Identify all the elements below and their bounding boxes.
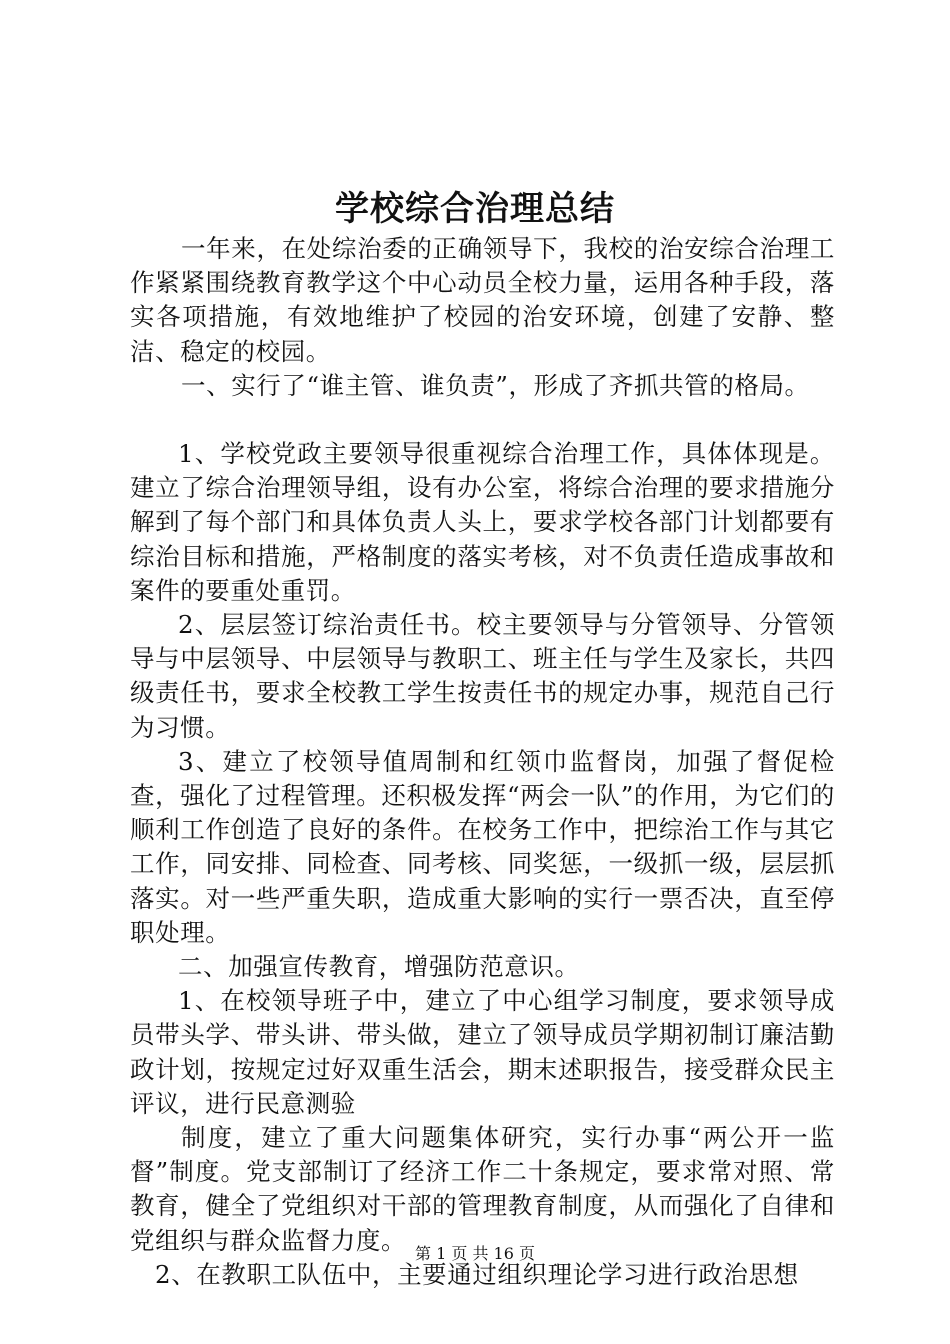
paragraph-item-1-3: 3、建立了校领导值周制和红领巾监督岗，加强了督促检查，强化了过程管理。还积极发挥“两会一队”的作用，为它们的顺利工作创造了良好的条件。在校务工作中，把综治工作与其它工作，同安排、同检查、同考核、同奖惩，一级抓一级，层层抓落实。对一些严重失职，造成重大影响的实行一票否决，直至停职处理。 [130, 746, 835, 947]
paragraph-item-2-2: 2、在教职工队伍中，主要通过组织理论学习进行政治思想 [155, 1259, 799, 1289]
page-number-footer: 第 1 页 共 16 页 [415, 1244, 535, 1263]
document-body [130, 232, 835, 1292]
section-heading-2: 二、加强宣传教育，增强防范意识。 [178, 952, 580, 982]
paragraph-item-2-1-continued: 制度，建立了重大问题集体研究，实行办事“两公开一监督”制度。党支部制订了经济工作二十条规定，要求常对照、常教育，健全了党组织对干部的管理教育制度，从而强化了自律和党组织与群众监督力度。 [130, 1123, 835, 1255]
document-title: 学校综合治理总结 [335, 189, 615, 229]
paragraph-gap [130, 403, 835, 437]
paragraph-intro: 一年来，在处综治委的正确领导下，我校的治安综合治理工作紧紧围绕教育教学这个中心动员全校力量，运用各种手段，落实各项措施，有效地维护了校园的治安环境，创建了安静、整洁、稳定的校园。 [130, 234, 835, 366]
section-heading-1: 一、实行了“谁主管、谁负责”，形成了齐抓共管的格局。 [181, 370, 810, 400]
paragraph-item-1-2: 2、层层签订综治责任书。校主要领导与分管领导、分管领导与中层领导、中层领导与教职工、班主任与学生及家长，共四级责任书，要求全校教工学生按责任书的规定办事，规范自己行为习惯。 [130, 610, 835, 742]
paragraph-item-2-1: 1、在校领导班子中，建立了中心组学习制度，要求领导成员带头学、带头讲、带头做，建立了领导成员学期初制订廉洁勤政计划，按规定过好双重生活会，期末述职报告，接受群众民主评议，进行民意测验 [130, 986, 835, 1118]
paragraph-item-1-1: 1、学校党政主要领导很重视综合治理工作，具体体现是。建立了综合治理领导组，设有办公室，将综合治理的要求措施分解到了每个部门和具体负责人头上，要求学校各部门计划都要有综治目标和措施，严格制度的落实考核，对不负责任造成事故和案件的要重处重罚。 [130, 439, 835, 605]
